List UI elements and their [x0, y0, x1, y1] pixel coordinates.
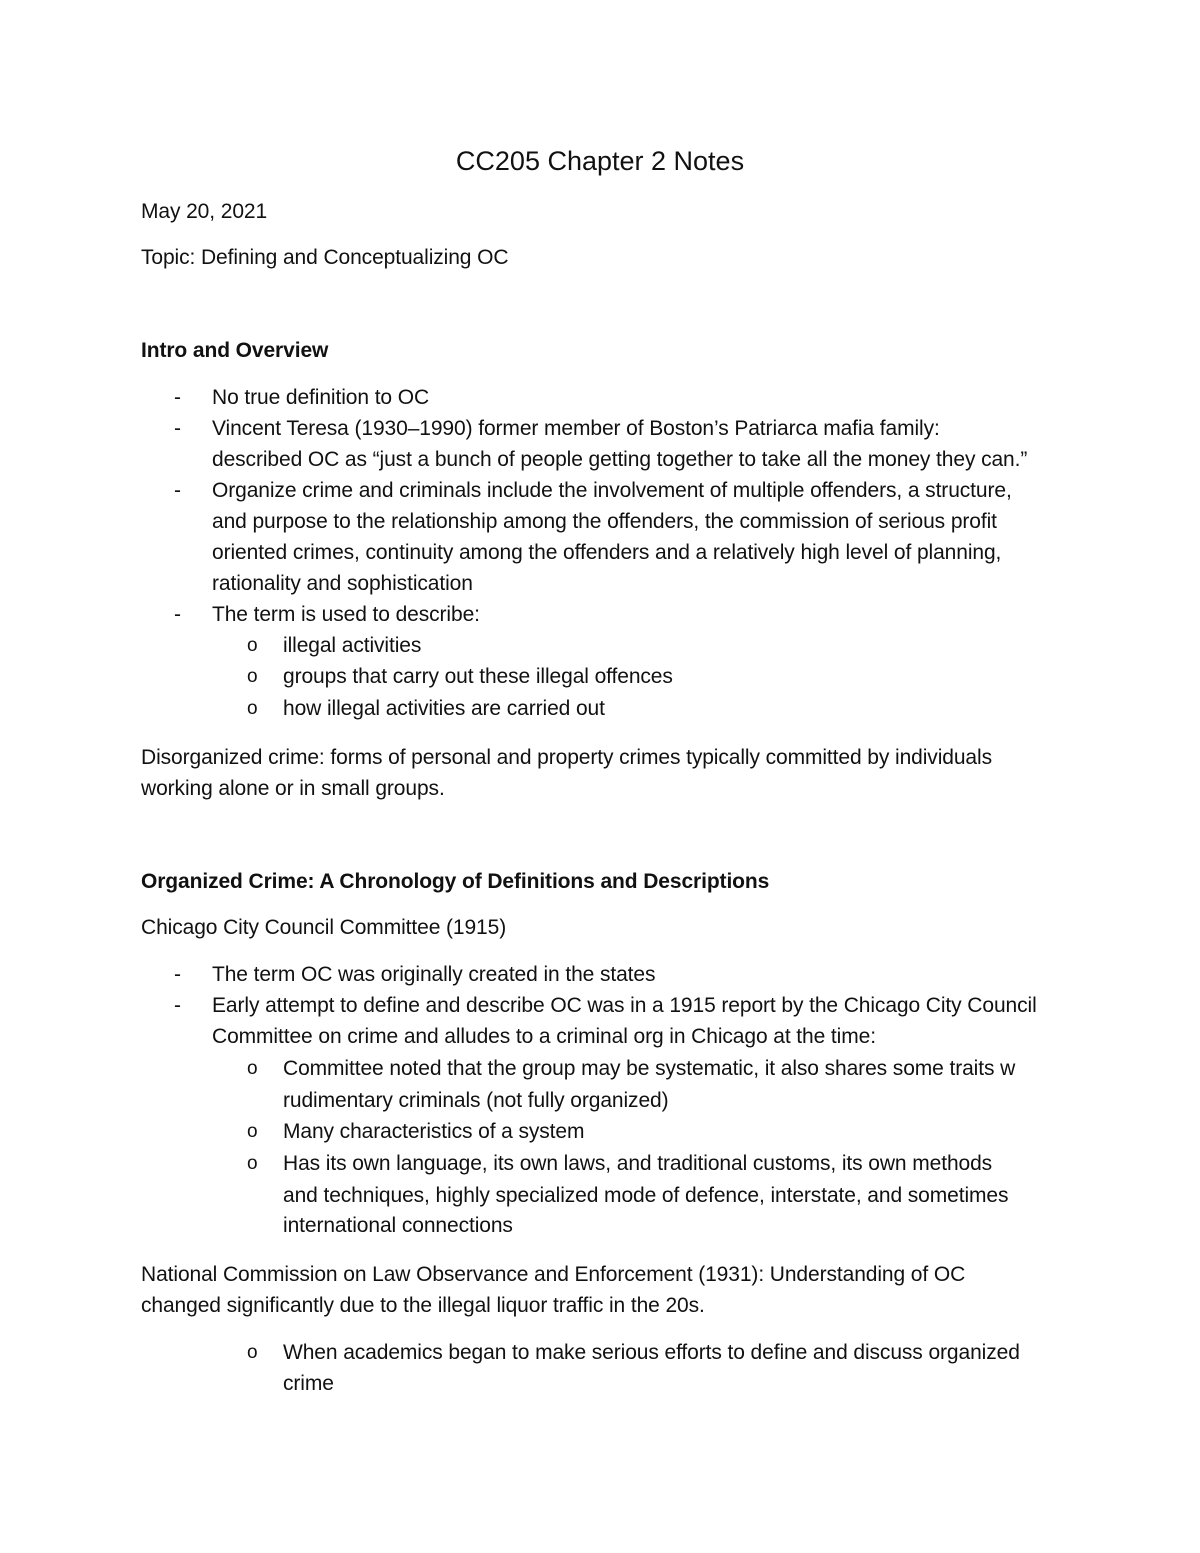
chicago-sub-bullet-2: Many characteristics of a system — [283, 1120, 585, 1143]
chicago-sub-bullet-1-line-1: Committee noted that the group may be systematic, it also shares some traits w — [283, 1057, 1016, 1080]
chicago-bullet-2-line-2: Committee on crime and alludes to a criminal org in Chicago at the time: — [212, 1025, 876, 1048]
bullet-circle: o — [247, 1153, 258, 1174]
document-date: May 20, 2021 — [141, 200, 268, 223]
intro-bullet-2-line-1: Vincent Teresa (1930–1990) former member of Boston’s Patriarca mafia family: — [212, 417, 940, 440]
bullet-dash: - — [174, 386, 181, 409]
chicago-sub-bullet-3-line-2: and techniques, highly specialized mode of defence, interstate, and sometimes — [283, 1184, 1009, 1207]
intro-bullet-3-line-3: oriented crimes, continuity among the offenders and a relatively high level of planning, — [212, 541, 1002, 564]
intro-bullet-1: No true definition to OC — [212, 386, 430, 409]
intro-sub-bullet-3: how illegal activities are carried out — [283, 697, 605, 720]
national-commission-line-2: changed significantly due to the illegal liquor traffic in the 20s. — [141, 1294, 705, 1317]
intro-bullet-2-line-2: described OC as “just a bunch of people getting together to take all the money they can.” — [212, 448, 1028, 471]
intro-bullet-4: The term is used to describe: — [212, 603, 480, 626]
disorganized-line-2: working alone or in small groups. — [141, 777, 445, 800]
chicago-heading: Chicago City Council Committee (1915) — [141, 916, 507, 939]
bullet-circle: o — [247, 1342, 258, 1363]
national-sub-bullet-1-line-2: crime — [283, 1372, 334, 1395]
intro-bullet-3-line-1: Organize crime and criminals include the involvement of multiple offenders, a structure, — [212, 479, 1012, 502]
intro-sub-bullet-2: groups that carry out these illegal offences — [283, 665, 673, 688]
bullet-dash: - — [174, 963, 181, 986]
national-commission-line-1: National Commission on Law Observance and Enforcement (1931): Understanding of OC — [141, 1263, 966, 1286]
bullet-dash: - — [174, 994, 181, 1017]
intro-bullet-3-line-4: rationality and sophistication — [212, 572, 473, 595]
bullet-dash: - — [174, 603, 181, 626]
chronology-heading: Organized Crime: A Chronology of Definitions and Descriptions — [141, 870, 770, 893]
intro-bullet-3-line-2: and purpose to the relationship among the offenders, the commission of serious profit — [212, 510, 997, 533]
bullet-dash: - — [174, 479, 181, 502]
intro-sub-bullet-1: illegal activities — [283, 634, 422, 657]
bullet-circle: o — [247, 1121, 258, 1142]
chicago-sub-bullet-3-line-3: international connections — [283, 1214, 513, 1237]
bullet-circle: o — [247, 1058, 258, 1079]
document-topic: Topic: Defining and Conceptualizing OC — [141, 246, 509, 269]
bullet-circle: o — [247, 698, 258, 719]
bullet-circle: o — [247, 635, 258, 656]
document-title: CC205 Chapter 2 Notes — [455, 146, 745, 176]
disorganized-line-1: Disorganized crime: forms of personal and property crimes typically committed by individuals — [141, 746, 992, 769]
chicago-sub-bullet-3-line-1: Has its own language, its own laws, and traditional customs, its own methods — [283, 1152, 993, 1175]
bullet-circle: o — [247, 666, 258, 687]
bullet-dash: - — [174, 417, 181, 440]
chicago-sub-bullet-1-line-2: rudimentary criminals (not fully organized) — [283, 1089, 669, 1112]
chicago-bullet-1: The term OC was originally created in the states — [212, 963, 656, 986]
chicago-bullet-2-line-1: Early attempt to define and describe OC was in a 1915 report by the Chicago City Council — [212, 994, 1037, 1017]
national-sub-bullet-1-line-1: When academics began to make serious efforts to define and discuss organized — [283, 1341, 1020, 1364]
intro-heading: Intro and Overview — [141, 339, 329, 362]
